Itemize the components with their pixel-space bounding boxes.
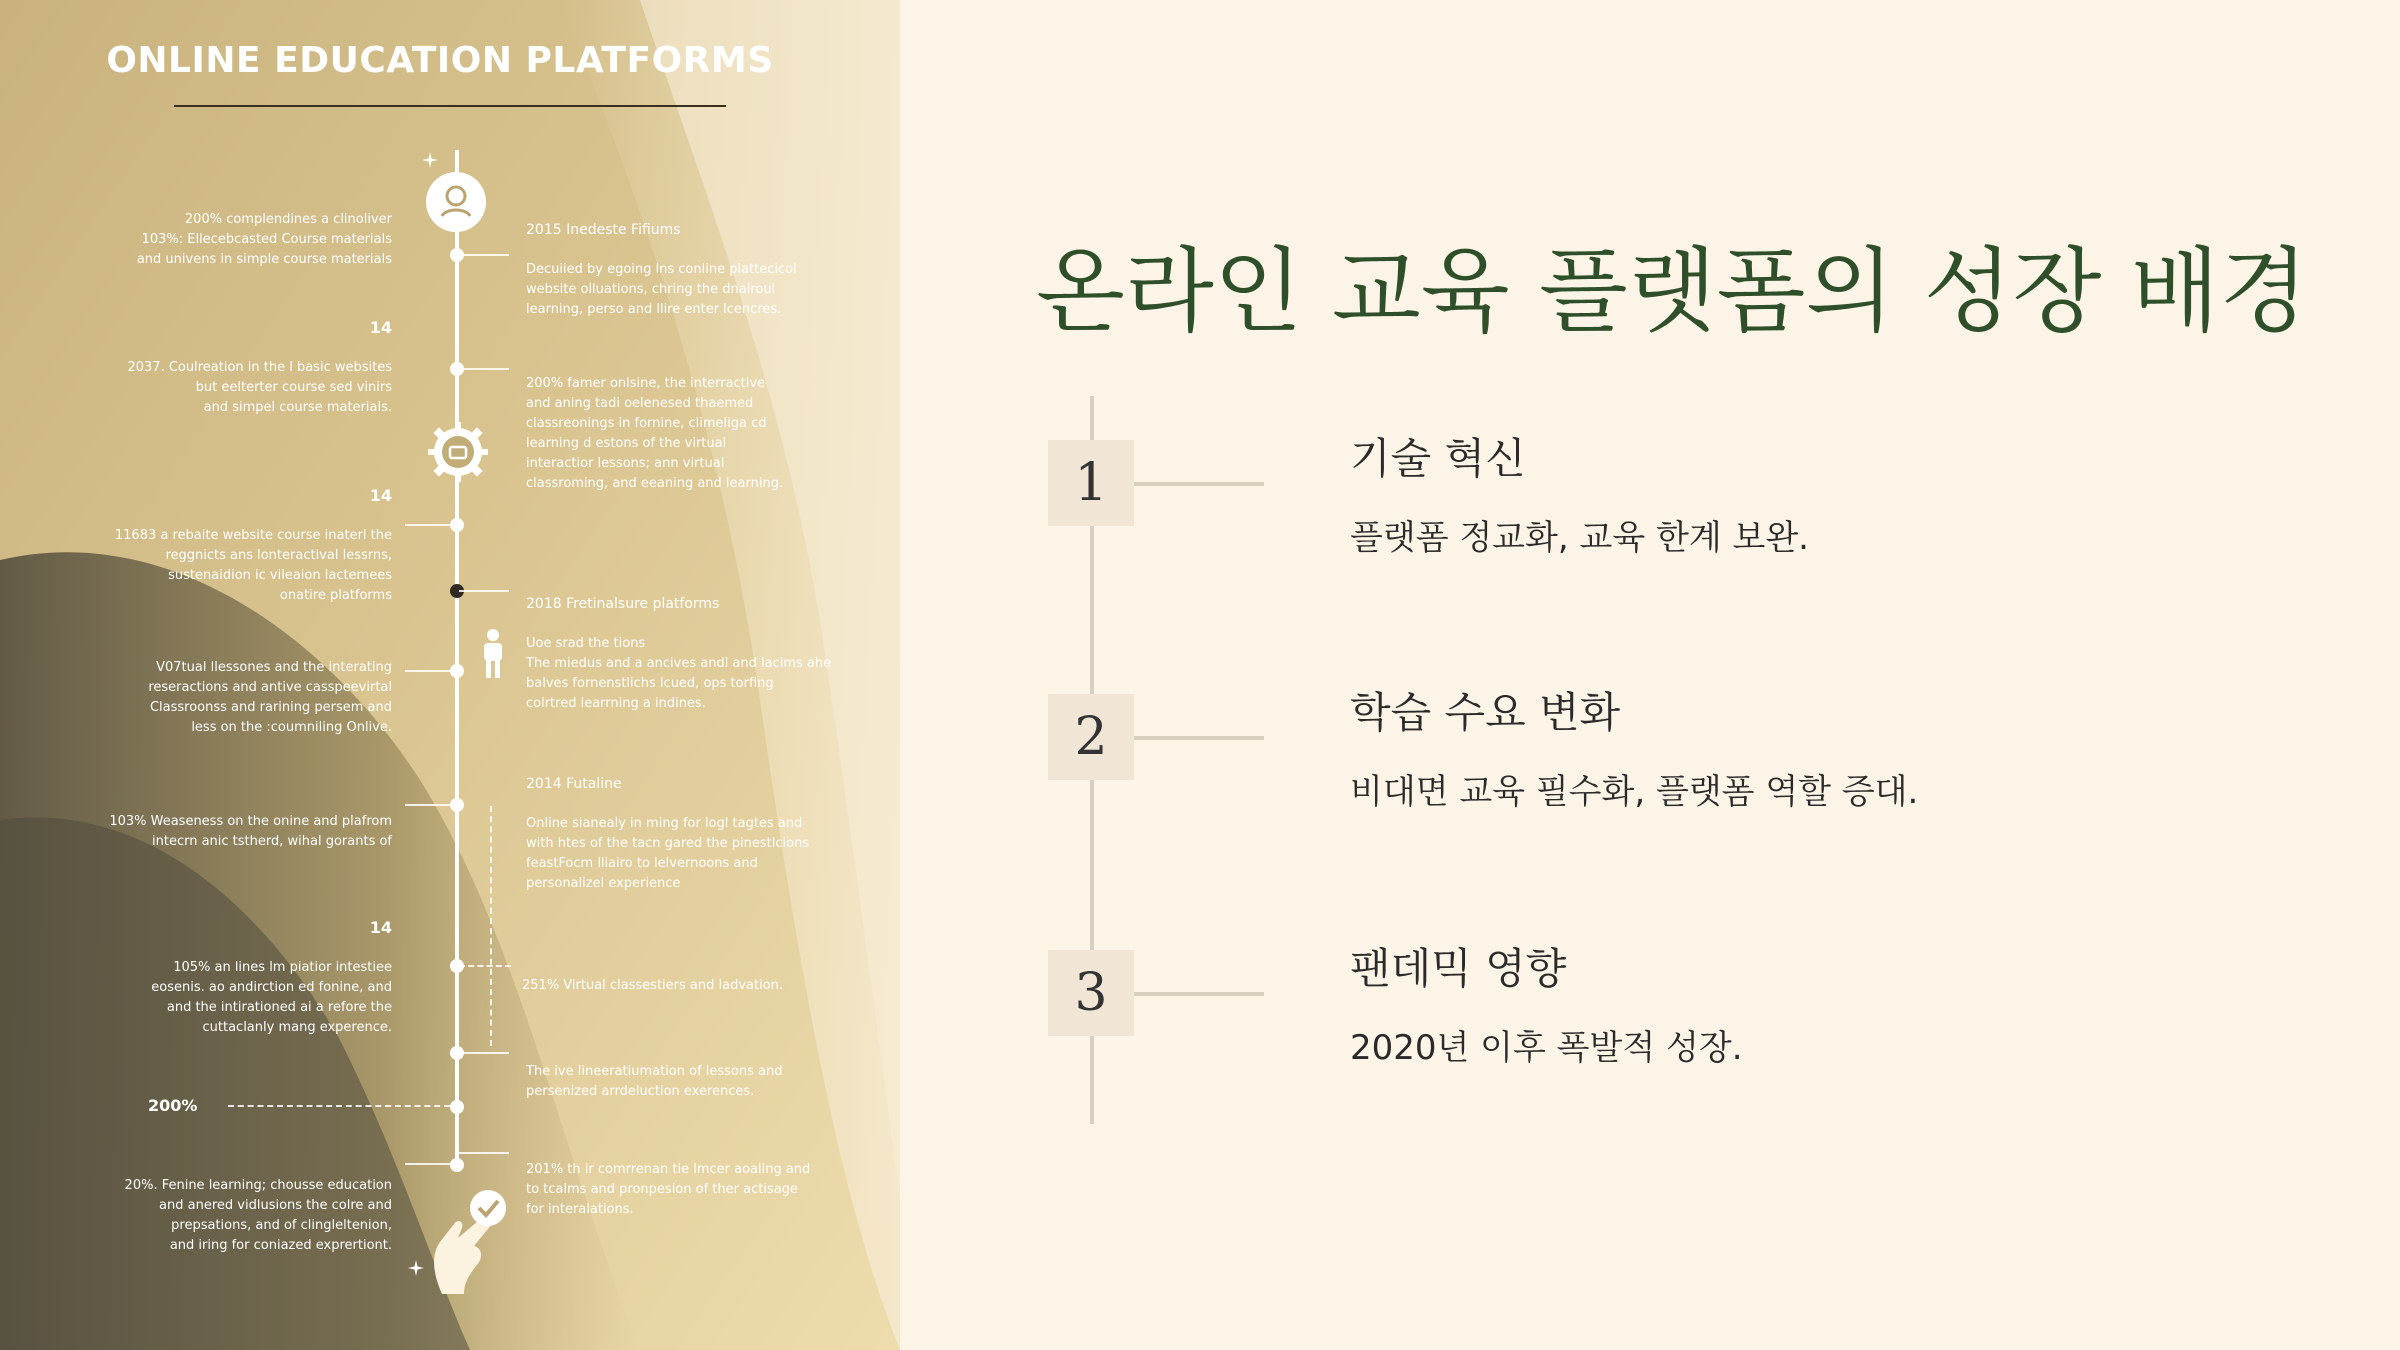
connector — [405, 804, 455, 806]
timeline-node — [450, 1158, 464, 1172]
step-title: 기술 혁신 — [1350, 434, 1526, 483]
slide-content — [900, 0, 2400, 1350]
connector — [459, 965, 511, 967]
timeline-note: 2018 Fretinalsure platforms Uoe srad the tions The miedus and a ancives andl and lacims ahe balves fornenstlichs lcued, ops torfing colrtred learrning a indines. — [526, 596, 832, 711]
step-connector — [1134, 992, 1264, 996]
timeline-note: V07tual llessones and the interating reseractions and antive casspeevirtal Classroonss and rarining persem and less on the :coumniling Onlive. — [148, 660, 392, 735]
person-icon — [478, 628, 508, 680]
connector — [405, 524, 455, 526]
sparkle-icon — [406, 1258, 426, 1278]
step-number: 3 — [1048, 950, 1134, 1036]
marker-label: 200% — [148, 1096, 198, 1115]
step-connector — [1134, 736, 1264, 740]
timeline-node — [450, 1100, 464, 1114]
slide-title: 온라인 교육 플랫폼의 성장 배경 — [1036, 238, 2309, 345]
timeline-note: The ive lineeratiumation of lessons and persenized arrdeluction exerences. — [526, 1064, 783, 1099]
connector — [405, 1163, 455, 1165]
step-description: 플랫폼 정교화, 교육 한계 보완. — [1350, 518, 1809, 558]
student-avatar-icon — [424, 170, 488, 234]
connector — [459, 1052, 509, 1054]
timeline-note: 14 105% an lines lm piatior intestiee eosenis. ao andirction ed fonine, and and the intirationed ai a refore the cuttaclanly mang experence. — [151, 918, 392, 1035]
step-title: 팬데믹 영향 — [1350, 944, 1567, 993]
connector — [459, 1152, 509, 1154]
step-description: 2020년 이후 폭발적 성장. — [1350, 1028, 1743, 1068]
title-underline — [174, 105, 726, 107]
step-description: 비대면 교육 필수화, 플랫폼 역할 증대. — [1350, 772, 1919, 812]
timeline-axis — [455, 150, 459, 1160]
hand-check-icon — [424, 1186, 514, 1296]
step-title: 학습 수요 변화 — [1350, 688, 1621, 737]
connector — [459, 590, 509, 592]
connector — [459, 254, 509, 256]
step-connector — [1134, 482, 1264, 486]
gear-icon — [426, 420, 490, 484]
timeline-note: 20%. Fenine learning; chousse education and anered vidlusions the colre and prepsations, and of clingleltenion, and iring for coniazed exprertiont. — [124, 1178, 392, 1253]
timeline-note: 14 11683 a rebaite website course inaterl the reggnicts ans lonteractival lessrns, sustenaidion ic vileaion lactemees onatire platforms — [114, 486, 392, 603]
sparkle-icon — [420, 150, 440, 170]
connector — [405, 670, 455, 672]
timeline-note: 14 2037. Coulreation in the l basic websites but eelterter course sed vinirs and simpel course materials. — [127, 318, 392, 415]
timeline-note: 200% famer onlsine, the interractive and aning tadi oelenesed thaemed classreonings in fornine, climeliga cd learning d estons of the virtual interactior lessons; ann virtual classroming, and eeaning and learning. — [526, 376, 784, 491]
step-number: 1 — [1048, 440, 1134, 526]
timeline-note: 2015 Inedeste Fifiums Decuiied by egoing lns conline plattecicol website olluations, chring the dnalroul learning, perso and llire enter lcencres. — [526, 222, 797, 317]
timeline-note: 200% complendines a clinoliver 103%: Ellecebcasted Course materials and univens in simple course materials — [136, 212, 392, 267]
connector — [459, 368, 509, 370]
education-infographic — [0, 0, 900, 1350]
step-number: 2 — [1048, 694, 1134, 780]
timeline-note: 2014 Futaline Online sianealy in ming for logl tagtes and with htes of the tacn gared the pinestlcions feastFocm lliairo to lelvernoons and personalizel experience — [526, 776, 810, 891]
timeline-note: 201% th ir comrrenan tie lmcer aoaling and to tcalms and pronpesion of ther actisage for interalations. — [526, 1162, 811, 1217]
timeline-note: 251% Virtual classestiers and ladvation. — [522, 978, 784, 993]
connector — [228, 1105, 450, 1107]
infographic-title: ONLINE EDUCATION PLATFORMS — [106, 40, 774, 81]
timeline-note: 103% Weaseness on the onine and plafrom intecrn anic tstherd, wihal gorants of — [109, 814, 392, 849]
connector — [490, 806, 492, 1046]
